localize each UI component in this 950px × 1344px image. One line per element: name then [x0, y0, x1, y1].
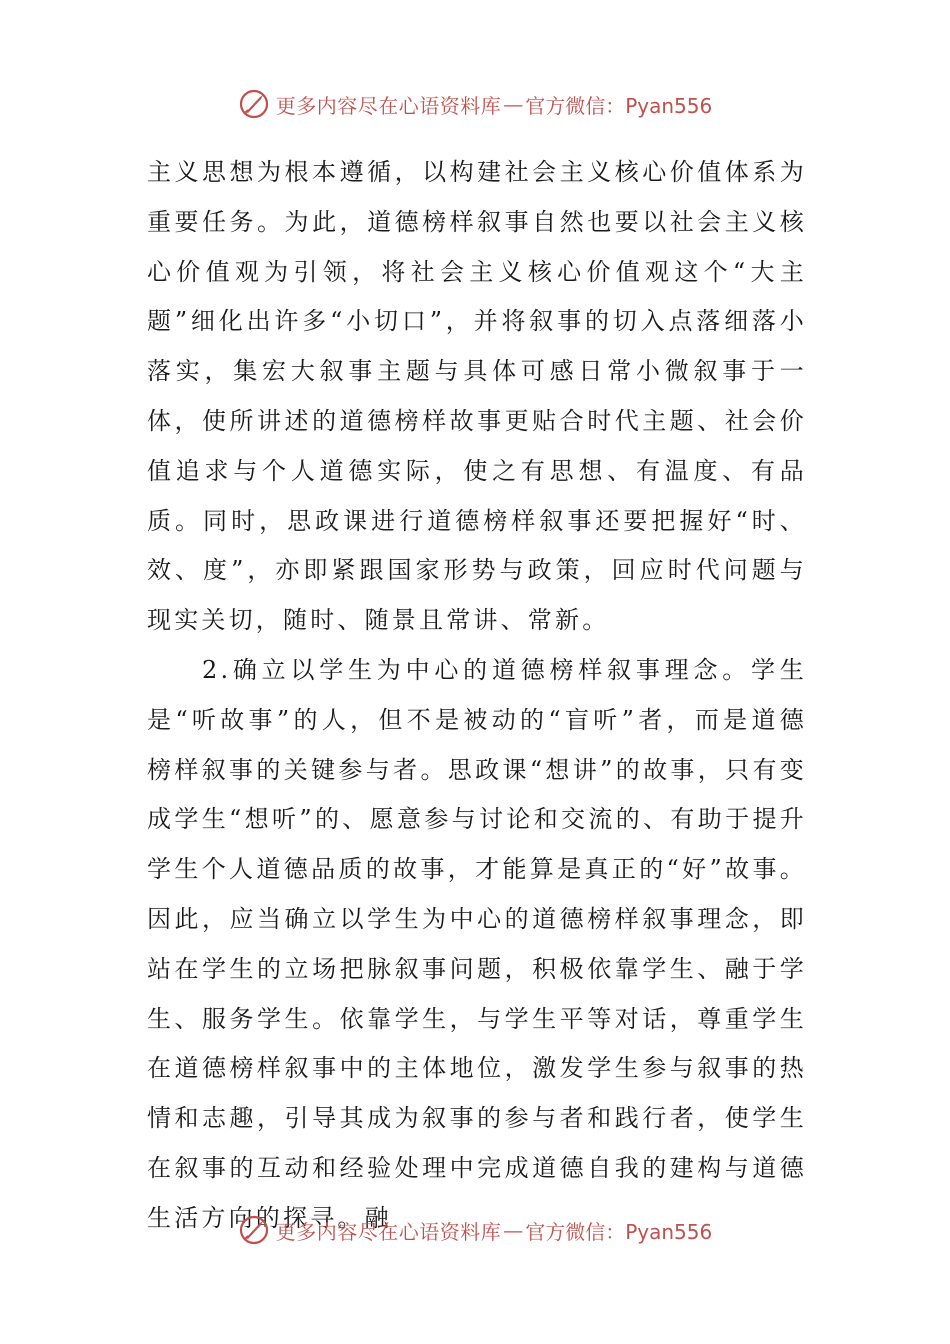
document-body — [147, 148, 807, 1244]
paragraph-2: 2.确立以学生为中心的道德榜样叙事理念。学生是“听故事”的人，但不是被动的“盲听”者，而是道德榜样叙事的关键参与者。思政课“想讲”的故事，只有变成学生“想听”的、愿意参与讨论和交流的、有助于提升学生个人道德品质的故事，才能算是真正的“好”故事。因此，应当确立以学生为中心的道德榜样叙事理念，即站在学生的立场把脉叙事问题，积极依靠学生、融于学生、服务学生。依靠学生，与学生平等对话，尊重学生在道德榜样叙事中的主体地位，激发学生参与叙事的热情和志趣，引导其成为叙事的参与者和践行者，使学生在叙事的互动和经验处理中完成道德自我的建构与道德生活方向的探寻。融 — [147, 655, 807, 1232]
banner-contact: 官方微信：Pyan556 — [525, 93, 713, 118]
footer-banner — [0, 1210, 950, 1250]
banner-separator: — — [503, 92, 524, 116]
footer-banner-separator: — — [503, 1218, 524, 1242]
paragraph-1: 主义思想为根本遵循，以构建社会主义核心价值体系为重要任务。为此，道德榜样叙事自然也要以社会主义核心价值观为引领，将社会主义核心价值观这个“大主题”细化出许多“小切口”，并将叙事的切入点落细落小落实，集宏大叙事主题与具体可感日常小微叙事于一体，使所讲述的道德榜样故事更贴合时代主题、社会价值追求与个人道德实际，使之有思想、有温度、有品质。同时，思政课进行道德榜样叙事还要把握好“时、效、度”，亦即紧跟国家形势与政策，回应时代问题与现实关切，随时、随景且常讲、常新。 — [147, 158, 807, 635]
quill-logo-icon — [238, 88, 270, 120]
quill-logo-icon — [238, 1214, 270, 1246]
banner-title: 更多内容尽在心语资料库 — [275, 93, 502, 118]
header-banner — [0, 84, 950, 124]
footer-banner-title: 更多内容尽在心语资料库 — [275, 1219, 502, 1244]
footer-banner-contact: 官方微信：Pyan556 — [525, 1219, 713, 1244]
